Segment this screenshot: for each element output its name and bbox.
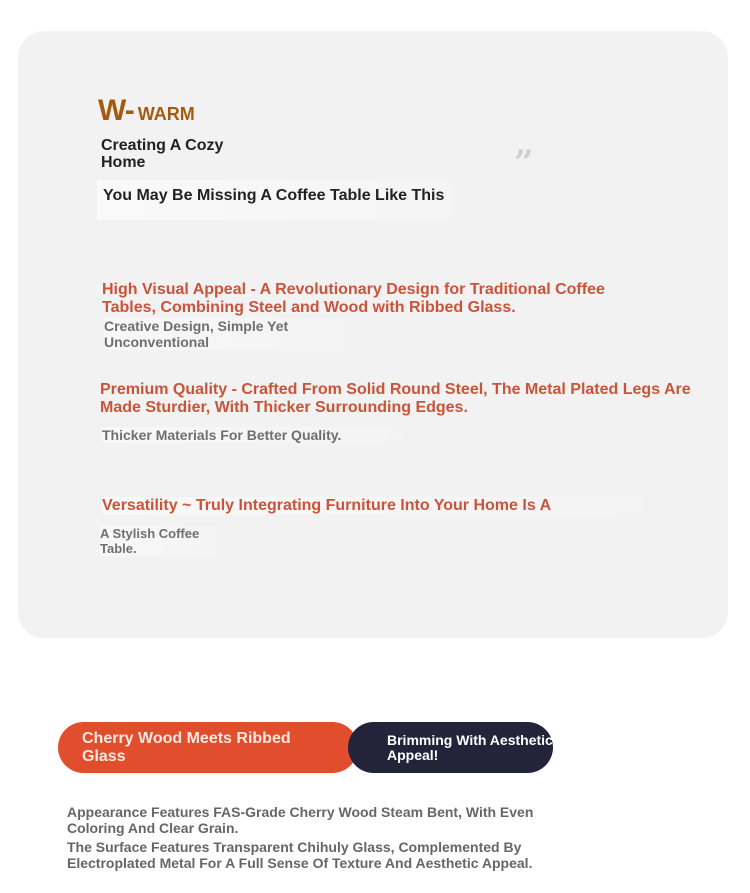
hero-headline: You May Be Missing A Coffee Table Like This: [97, 180, 452, 220]
feature-subtitle-visual-appeal: Creative Design, Simple Yet Unconventional: [104, 318, 349, 350]
brand-logo: [98, 96, 195, 126]
quote-mark-icon: ”: [514, 143, 534, 183]
feature-title-premium-quality: Premium Quality - Crafted From Solid Round Steel, The Metal Plated Legs Are Made Sturdier, With Thicker Surrounding Edges.: [100, 381, 691, 416]
brand-letter: W-: [98, 94, 134, 127]
feature-title-visual-appeal: High Visual Appeal - A Revolutionary Design for Traditional Coffee Tables, Combining Steel and Wood with Ribbed Glass.: [102, 281, 605, 316]
aesthetic-appeal-pill: [348, 722, 553, 773]
feature-subtitle-premium-quality: Thicker Materials For Better Quality.: [102, 427, 402, 443]
brand-word: WARM: [137, 104, 195, 124]
aesthetic-appeal-pill-label: Brimming With Aesthetic Appeal!: [387, 732, 553, 763]
feature-title-versatility: Versatility ~ Truly Integrating Furniture Into Your Home Is A: [102, 497, 642, 515]
description-glass-surface: The Surface Features Transparent Chihuly Glass, Complemented By Electroplated Metal For A Full Sense Of Texture And Aesthetic Appeal.: [67, 839, 533, 871]
description-cherry-wood: Appearance Features FAS-Grade Cherry Wood Steam Bent, With Even Coloring And Clear Grain.: [67, 804, 534, 836]
feature-subtitle-versatility: A Stylish Coffee Table.: [100, 526, 220, 556]
hero-subtitle: Creating A Cozy Home: [101, 137, 224, 171]
cherry-wood-pill: [58, 722, 358, 773]
cherry-wood-pill-label: Cherry Wood Meets Ribbed Glass: [82, 730, 291, 765]
